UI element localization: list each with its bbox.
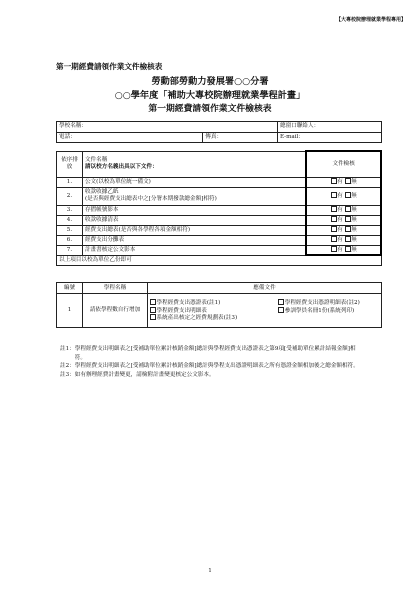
title-program: ○○學年度「補助大專校院辦理就業學程計畫」 [114,90,306,101]
yes-label: 有 [337,193,343,200]
checklist-row [57,235,382,245]
document-heading: 第一期經費請領作業文件檢核表 [56,62,163,71]
yes-checkbox[interactable] [331,226,337,232]
yes-label: 有 [337,237,343,244]
row-number: 6. [57,235,83,245]
program-documents-table [56,282,382,328]
note-item [60,371,360,380]
doc-checkbox[interactable] [150,307,156,313]
check-cell [306,245,381,255]
document-name: 收款收據清表 [82,215,306,225]
yes-checkbox[interactable] [331,246,337,252]
doc-option-label: 系統產出核定之經費規劃表(註3) [156,315,238,322]
check-cell [306,187,381,205]
order-header: 依序排放 [57,151,83,177]
doc-option [150,299,278,307]
doc-option-label: 參訓學員名冊1份(系統列印) [284,307,355,314]
note-text: 學程經費支出明細表之[受補助單位累計核銷金額]總計與學程支出憑證明細表之所有憑證金額相加後之總金額相符。 [74,363,359,370]
note-key: 註1： [60,346,75,352]
document-name: 經費支出分攤表 [82,235,306,245]
program-number: 1 [57,294,83,328]
no-label: 無 [351,227,357,234]
checklist-row [57,225,382,235]
title-form: 第一期經費請領作業文件檢核表 [148,104,272,114]
check-cell [306,225,381,235]
no-checkbox[interactable] [345,192,351,198]
no-label: 無 [351,207,357,214]
note-key: 註3： [60,371,75,378]
note-text: 學程經費支出明細表之[受補助單位累計核銷金額]總計與學程經費支出憑證表之第9項[受補助單位累計結報金額]相符。 [74,346,356,361]
required-documents [148,294,382,328]
no-label: 無 [351,179,357,186]
checklist-row [57,205,382,215]
yes-checkbox[interactable] [331,192,337,198]
doc-option [150,314,237,322]
doc-checkbox[interactable] [278,307,284,313]
number-header: 編號 [57,283,83,294]
document-name: 計畫書核定公文影本 [82,245,306,255]
no-checkbox[interactable] [345,226,351,232]
checklist-row [57,215,382,225]
doc-option-label: 學程經費支出憑證明細表(註2) [284,299,360,306]
no-label: 無 [351,246,357,253]
no-checkbox[interactable] [345,178,351,184]
school-info-table [56,121,382,143]
yes-checkbox[interactable] [331,236,337,242]
document-name-header-note: 請以校方名義出具以下文件： [84,164,158,170]
document-name: 公文(以校為單位統一備文) [82,177,306,187]
no-checkbox[interactable] [345,236,351,242]
checklist-row [57,187,382,205]
program-row [57,294,382,328]
yes-label: 有 [337,217,343,224]
contact-person-field[interactable]: 總窗口聯絡人： [278,122,382,133]
program-name: 請依學程數自行增加 [83,294,148,328]
check-cell [306,215,381,225]
check-cell [306,235,381,245]
page-number: 1 [208,568,212,574]
note-key: 註2： [60,363,75,370]
document-name-subtext: (是否與經費支出總表中之[分署本期撥款總金額]相符) [84,196,217,202]
checklist-row [57,245,382,255]
yes-checkbox[interactable] [331,216,337,222]
document-checklist-table [56,150,382,266]
fax-field[interactable]: 傳真： [203,132,278,143]
document-type-tag: 【大專校院辦理就業學程專用】 [335,17,406,23]
doc-option-label: 學程經費支出憑證表(註1) [156,299,221,306]
doc-checkbox[interactable] [278,299,284,305]
check-cell [306,205,381,215]
yes-label: 有 [337,227,343,234]
doc-option [278,299,360,307]
note-text: 如有辦理經費計畫變更，請檢附計畫變更核定公文影本。 [74,371,215,378]
yes-label: 有 [337,246,343,253]
yes-label: 有 [337,207,343,214]
no-label: 無 [351,193,357,200]
document-name: 存摺帳號影本 [82,205,306,215]
document-name-text: 收款收據乙紙 [84,189,119,196]
email-field[interactable]: E-mail： [278,132,382,143]
document-name-header-title: 文件名稱 [84,157,108,164]
checklist-footnote: 以上項目以校為單位乙份即可 [57,255,382,265]
notes-section [60,345,360,379]
required-documents-header: 應備文件 [148,283,382,294]
yes-checkbox[interactable] [331,178,337,184]
note-item [60,345,360,362]
no-label: 無 [351,217,357,224]
no-checkbox[interactable] [345,246,351,252]
note-item [60,362,360,371]
no-checkbox[interactable] [345,206,351,212]
doc-checkbox[interactable] [150,299,156,305]
row-number: 4. [57,215,83,225]
row-number: 5. [57,225,83,235]
row-number: 7. [57,245,83,255]
document-name: 經費支出總表(是否與各學程各項金額相符) [82,225,306,235]
row-number: 2. [57,187,83,205]
doc-option [278,307,354,315]
school-name-field[interactable]: 學校名稱： [57,122,278,133]
no-checkbox[interactable] [345,216,351,222]
title-agency: 勞動部勞動力發展署○○分署 [151,76,269,87]
row-number: 3. [57,205,83,215]
doc-option [150,307,278,315]
no-label: 無 [351,237,357,244]
document-name-header [82,151,306,177]
doc-checkbox[interactable] [150,314,156,320]
yes-label: 有 [337,179,343,186]
check-header: 文件檢核 [306,151,381,177]
doc-option-label: 學程經費支出明細表 [156,307,207,314]
program-name-header: 學程名稱 [83,283,148,294]
document-name [82,187,306,205]
phone-field[interactable]: 電話： [57,132,203,143]
checklist-row [57,177,382,187]
yes-checkbox[interactable] [331,206,337,212]
check-cell [306,177,381,187]
row-number: 1. [57,177,83,187]
